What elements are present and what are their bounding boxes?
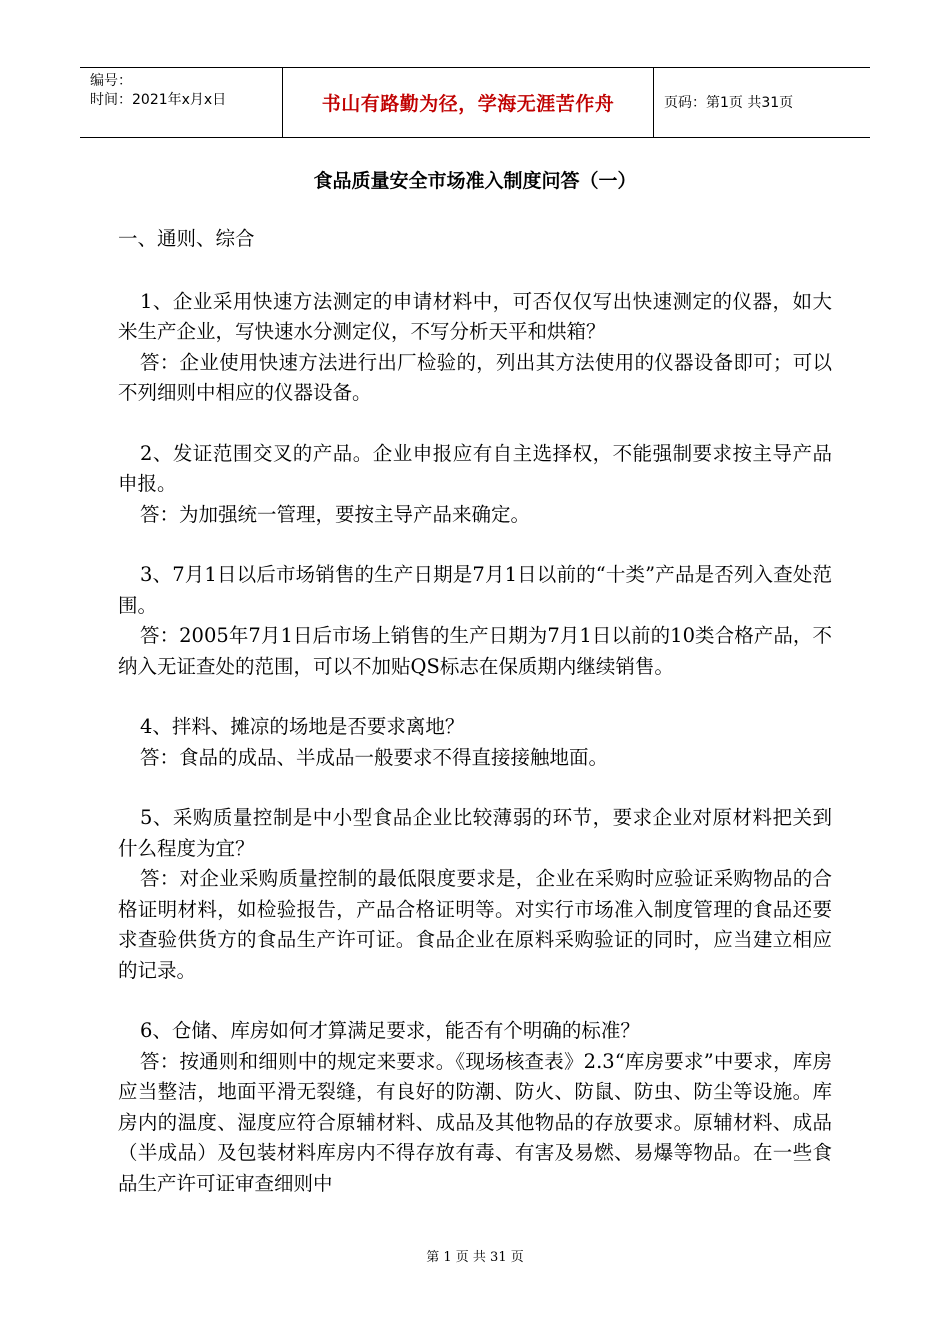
qa-item bbox=[118, 803, 832, 986]
answer-text: 答：食品的成品、半成品一般要求不得直接接触地面。 bbox=[140, 745, 609, 769]
answer-text: 答：企业使用快速方法进行出厂检验的，列出其方法使用的仪器设备即可；可以不列细则中相应的仪器设备。 bbox=[118, 350, 832, 404]
header-right-cell bbox=[654, 68, 870, 137]
qa-item bbox=[118, 439, 832, 531]
header-left-cell bbox=[80, 68, 283, 137]
document-body bbox=[118, 224, 832, 1229]
page-header bbox=[80, 67, 870, 138]
answer-text: 答：为加强统一管理，要按主导产品来确定。 bbox=[140, 502, 531, 526]
question-text: 5、采购质量控制是中小型食品企业比较薄弱的环节，要求企业对原材料把关到什么程度为宜？ bbox=[118, 806, 832, 860]
answer-text: 答：2005年7月1日后市场上销售的生产日期为7月1日以前的10类合格产品，不纳入无证查处的范围，可以不加贴QS标志在保质期内继续销售。 bbox=[118, 624, 832, 678]
question-text: 4、拌料、摊凉的场地是否要求离地？ bbox=[140, 715, 465, 738]
answer-text: 答：按通则和细则中的规定来要求。《现场核查表》2.3“库房要求”中要求，库房应当整洁，地面平滑无裂缝，有良好的防潮、防火、防鼠、防虫、防尘等设施。库房内的温度、湿度应符合原辅材料、成品及其他物品的存放要求。原辅材料、成品（半成品）及包装材料库房内不得存放有毒、有害及易燃、易爆等物品。在一些食品生产许可证审查细则中 bbox=[118, 1049, 832, 1195]
document-title: 食品质量安全市场准入制度问答（一） bbox=[313, 170, 637, 192]
time-label: 时间：2021年x月x日 bbox=[90, 92, 227, 108]
serial-label: 编号： bbox=[90, 73, 132, 89]
page-number-label: 页码：第1页 共31页 bbox=[664, 94, 794, 111]
question-text: 1、企业采用快速方法测定的申请材料中，可否仅仅写出快速测定的仪器，如大米生产企业，写快速水分测定仪，不写分析天平和烘箱？ bbox=[118, 289, 832, 343]
question-text: 6、仓储、库房如何才算满足要求，能否有个明确的标准？ bbox=[140, 1019, 640, 1042]
qa-item bbox=[118, 712, 832, 773]
header-motto: 书山有路勤为径，学海无涯苦作舟 bbox=[321, 93, 615, 115]
answer-text: 答：对企业采购质量控制的最低限度要求是，企业在采购时应验证采购物品的合格证明材料，如检验报告，产品合格证明等。对实行市场准入制度管理的食品还要求查验供货方的食品生产许可证。食品企业在原料采购验证的同时，应当建立相应的记录。 bbox=[118, 867, 832, 982]
question-text: 3、7月1日以后市场销售的生产日期是7月1日以前的“十类”产品是否列入查处范围。 bbox=[118, 563, 832, 617]
section-heading: 一、通则、综合 bbox=[118, 227, 255, 250]
qa-item bbox=[118, 560, 832, 682]
page-footer: 第 1 页 共 31 页 bbox=[426, 1250, 524, 1265]
header-middle-cell bbox=[283, 68, 654, 137]
qa-item bbox=[118, 287, 832, 409]
question-text: 2、发证范围交叉的产品。企业申报应有自主选择权，不能强制要求按主导产品申报。 bbox=[118, 441, 832, 495]
qa-item bbox=[118, 1016, 832, 1199]
